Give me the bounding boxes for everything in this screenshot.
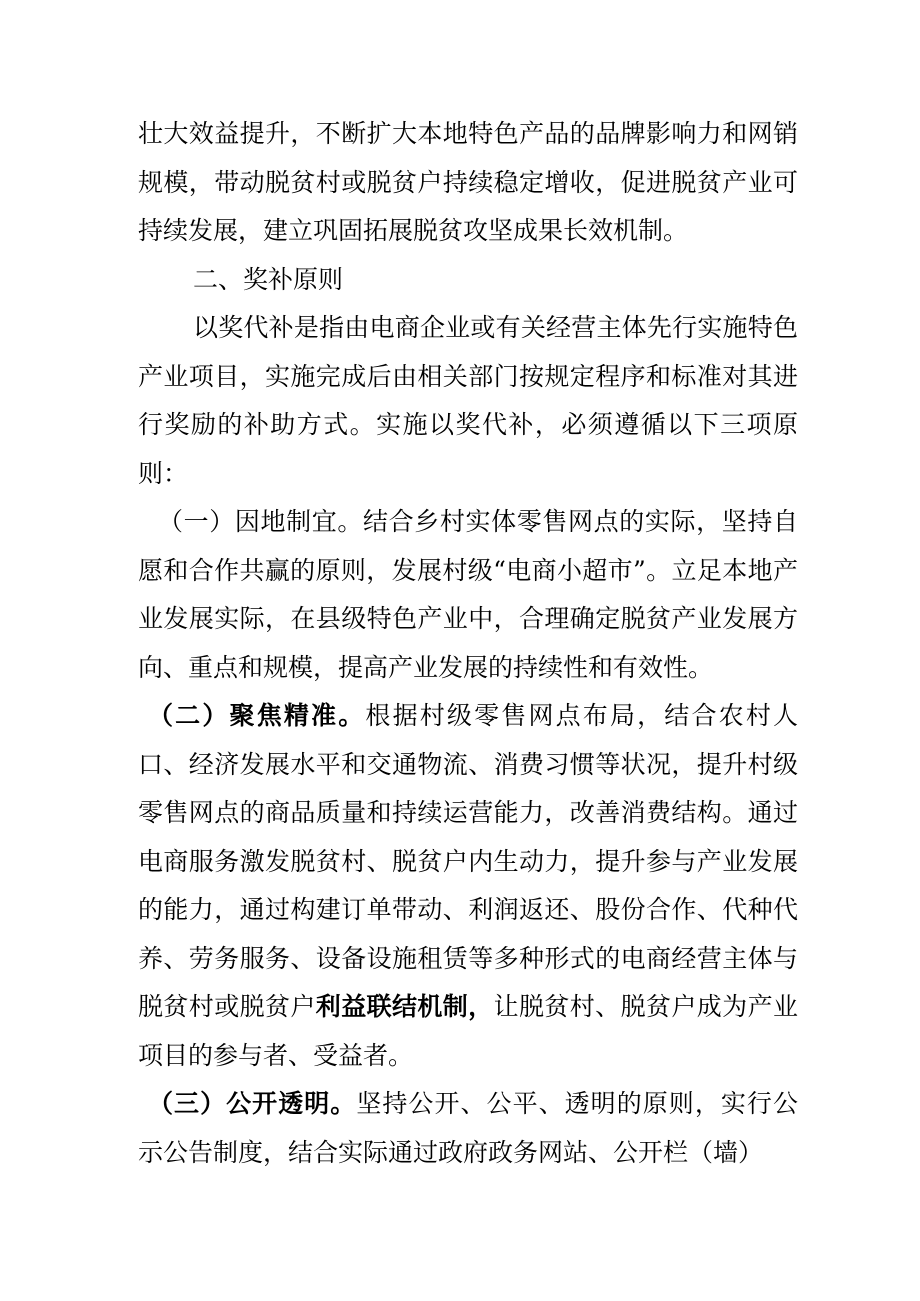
item-title: 公开透明。 bbox=[226, 1089, 357, 1118]
item-emphasis: 利益联结机制， bbox=[315, 992, 494, 1021]
document-body bbox=[138, 110, 798, 1177]
paragraph-text: 壮大效益提升，不断扩大本地特色产品的品牌影响力和网销规模，带动脱贫村或脱贫户持续稳定增收，促进脱贫产业可持续发展，建立巩固拓展脱贫攻坚成果长效机制。 bbox=[138, 119, 798, 245]
item-text: 坚持公开、公平、透明的原则，实行公示公告制度，结合实际通过政府政务网站、公开栏（墙） bbox=[138, 1089, 798, 1167]
principle-item-3 bbox=[138, 1080, 798, 1177]
paragraph-definition bbox=[138, 304, 798, 498]
principle-item-1 bbox=[138, 498, 798, 692]
item-text: 根据村级零售网点布局，结合农村人口、经济发展水平和交通物流、消费习惯等状况，提升村级零售网点的商品质量和持续运营能力，改善消费结构。通过电商服务激发脱贫村、脱贫户内生动力，提升参与产业发展的能力，通过构建订单带动、利润返还、股份合作、代种代养、劳务服务、设备设施租赁等多种形式的电商经营主体与脱贫村或脱贫户 bbox=[138, 701, 798, 1021]
item-label: （一） bbox=[158, 507, 235, 536]
item-text: 因地制宜。结合乡村实体零售网点的实际，坚持自愿和合作共赢的原则，发展村级“电商小超市”。立足本地产业发展实际，在县级特色产业中，合理确定脱贫产业发展方向、重点和规模，提高产业发展的持续性和有效性。 bbox=[138, 507, 798, 682]
section-heading bbox=[138, 256, 798, 305]
section-heading-text: 二、奖补原则 bbox=[193, 264, 344, 294]
item-label: （二） bbox=[148, 701, 230, 730]
item-title: 聚焦精准。 bbox=[229, 701, 366, 730]
item-text-end: 让脱贫村、脱贫户成为产业项目的参与者、受益者。 bbox=[138, 992, 798, 1070]
principle-item-2 bbox=[138, 692, 798, 1080]
paragraph-text: 以奖代补是指由电商企业或有关经营主体先行实施特色产业项目，实施完成后由相关部门按规定程序和标准对其进行奖励的补助方式。实施以奖代补，必须遵循以下三项原则： bbox=[138, 313, 798, 488]
paragraph-continuation bbox=[138, 110, 798, 256]
item-label: （三） bbox=[148, 1089, 227, 1118]
